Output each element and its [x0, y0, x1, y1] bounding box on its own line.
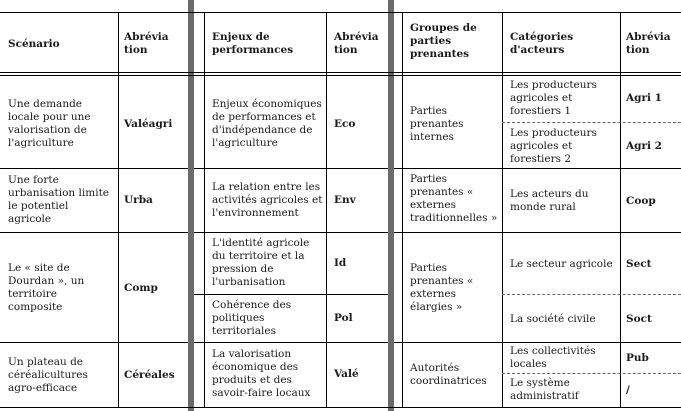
actor-abbreviation: Agri 2 [626, 139, 662, 152]
scenario-text: Un plateau de céréalicultures agro-efficace [8, 355, 88, 394]
row-rule [394, 168, 681, 169]
enjeu-abbreviation: Pol [334, 311, 353, 324]
group-text: Parties prenantes « externes élargies » [410, 262, 474, 313]
enjeu-text: Cohérence des politiques territoriales [212, 298, 292, 337]
actor-abbreviation: Sect [626, 257, 652, 270]
enjeu-abbreviation: Valé [334, 367, 359, 380]
group-text: Parties prenantes internes [410, 104, 464, 143]
header-abbreviation: Abrévia tion [124, 31, 169, 56]
actor-abbreviation: Pub [626, 351, 649, 364]
enjeu-text: La relation entre les activités agricoles et l'environnement [212, 180, 323, 219]
header-categories: Catégories d'acteurs [510, 31, 574, 56]
scenario-text: Une forte urbanisation limite le potentiel agricole [8, 174, 109, 225]
row-rule [194, 342, 388, 343]
row-rule [0, 168, 188, 169]
header-scenario: Scénario [8, 37, 60, 50]
actor-category: Le secteur agricole [510, 257, 613, 270]
table-separator [188, 0, 194, 411]
actor-category: La société civile [510, 312, 596, 325]
enjeu-text: Enjeux économiques de performances et d'indépendance de l'agriculture [212, 98, 322, 149]
scenario-abbreviation: Urba [124, 193, 153, 206]
row-rule [194, 168, 388, 169]
scenario-text: Une demande locale pour une valorisation de l'agriculture [8, 98, 91, 149]
actor-category: Les collectivités locales [510, 345, 596, 370]
row-rule-dashed [502, 294, 681, 295]
row-rule [394, 342, 681, 343]
enjeu-abbreviation: Env [334, 193, 356, 206]
group-text: Autorités coordinatrices [410, 362, 487, 387]
scenario-abbreviation: Valéagri [124, 117, 173, 130]
header-enjeux: Enjeux de performances [212, 31, 294, 56]
row-rule [394, 232, 681, 233]
row-rule [0, 75, 681, 76]
actor-abbreviation: Coop [626, 194, 656, 207]
row-rule [0, 232, 188, 233]
actor-abbreviation: / [626, 383, 630, 396]
header-groups: Groupes de parties prenantes [410, 21, 477, 60]
row-rule-dashed [502, 122, 681, 123]
scenario-abbreviation: Céréales [124, 368, 175, 381]
actor-category: Les producteurs agricoles et forestiers 1 [510, 78, 597, 117]
enjeu-text: La valorisation économique des produits et des savoir-faire locaux [212, 348, 311, 399]
row-rule-dashed [502, 373, 681, 374]
row-rule [0, 407, 681, 408]
row-rule [0, 342, 188, 343]
enjeu-abbreviation: Eco [334, 117, 356, 130]
enjeu-text: L'identité agricole du territoire et la pression de l'urbanisation [212, 237, 310, 288]
row-rule [0, 72, 681, 73]
header-abbreviation: Abrévia tion [626, 31, 671, 56]
actor-abbreviation: Soct [626, 312, 652, 325]
group-text: Parties prenantes « externes traditionnelles » [410, 173, 498, 224]
actor-category: Les producteurs agricoles et forestiers 2 [510, 126, 597, 165]
row-rule [0, 12, 681, 13]
table-separator [388, 0, 394, 411]
scenario-abbreviation: Comp [124, 281, 158, 294]
header-abbreviation: Abrévia tion [334, 31, 379, 56]
actor-category: Le système administratif [510, 377, 579, 402]
row-rule [194, 294, 388, 295]
actor-abbreviation: Agri 1 [626, 91, 662, 104]
actor-category: Les acteurs du monde rural [510, 188, 589, 213]
row-rule [194, 232, 388, 233]
scenario-text: Le « site de Dourdan », un territoire composite [8, 262, 85, 313]
enjeu-abbreviation: Id [334, 256, 347, 269]
